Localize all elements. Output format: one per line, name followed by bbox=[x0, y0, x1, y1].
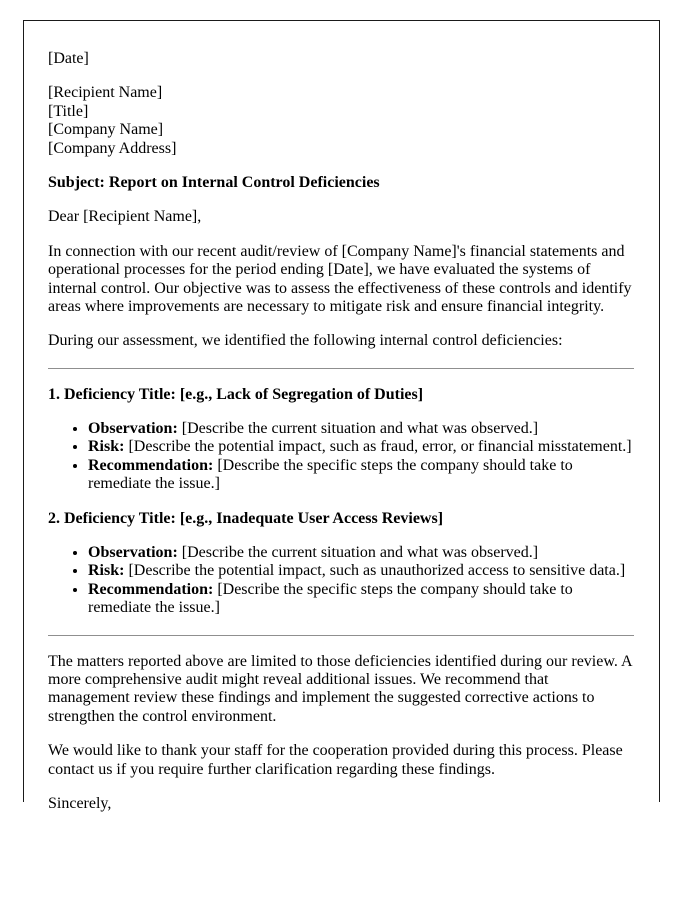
deficiency-1-risk bbox=[88, 438, 634, 456]
section-divider-bottom bbox=[48, 635, 634, 636]
recipient-address-block bbox=[48, 84, 634, 158]
recommendation-text: [Describe the specific steps the company should take to remediate the issue.] bbox=[88, 456, 573, 493]
salutation: Dear [Recipient Name], bbox=[48, 208, 202, 226]
closing-paragraph-1: The matters reported above are limited to those deficiencies identified during our review. A more comprehensive audit might reveal additional issues. We recommend that management review these findings and implement the suggested corrective actions to strengthen the control environment. bbox=[48, 652, 632, 725]
signoff-line: Sincerely, bbox=[48, 794, 112, 812]
observation-text: [Describe the current situation and what was observed.] bbox=[177, 420, 539, 438]
letter-page bbox=[23, 20, 660, 812]
deficiency-2-observation bbox=[88, 544, 634, 562]
deficiency-2-list bbox=[48, 544, 634, 618]
company-name-line: [Company Name] bbox=[48, 121, 164, 139]
company-address-line: [Company Address] bbox=[48, 139, 177, 157]
recommendation-label: Recommendation: bbox=[88, 580, 214, 598]
deficiency-1-recommendation bbox=[88, 457, 634, 494]
risk-text: [Describe the potential impact, such as fraud, error, or financial misstatement.] bbox=[124, 438, 632, 456]
section-divider-top bbox=[48, 368, 634, 369]
recipient-name-line: [Recipient Name] bbox=[48, 84, 163, 102]
risk-text: [Describe the potential impact, such as unauthorized access to sensitive data.] bbox=[124, 562, 626, 580]
deficiency-1-list bbox=[48, 420, 634, 494]
deficiency-2-title: 2. Deficiency Title: [e.g., Inadequate User Access Reviews] bbox=[48, 509, 444, 527]
deficiency-2-recommendation bbox=[88, 581, 634, 618]
intro-paragraph-2: During our assessment, we identified the following internal control deficiencies: bbox=[48, 332, 563, 350]
subject-line: Subject: Report on Internal Control Deficiencies bbox=[48, 173, 380, 191]
recommendation-label: Recommendation: bbox=[88, 456, 214, 474]
deficiency-1-observation bbox=[88, 420, 634, 438]
date-line: [Date] bbox=[48, 50, 89, 67]
closing-paragraph-2: We would like to thank your staff for the cooperation provided during this process. Please contact us if you require further clarification regarding these findings. bbox=[48, 742, 623, 778]
risk-label: Risk: bbox=[88, 562, 125, 580]
recipient-title-line: [Title] bbox=[48, 102, 89, 120]
deficiency-2-risk bbox=[88, 562, 634, 580]
observation-text: [Describe the current situation and what was observed.] bbox=[177, 544, 539, 562]
recommendation-text: [Describe the specific steps the company should take to remediate the issue.] bbox=[88, 580, 573, 617]
deficiency-1-title: 1. Deficiency Title: [e.g., Lack of Segregation of Duties] bbox=[48, 385, 424, 403]
risk-label: Risk: bbox=[88, 438, 125, 456]
observation-label: Observation: bbox=[88, 544, 178, 562]
observation-label: Observation: bbox=[88, 420, 178, 438]
intro-paragraph-1: In connection with our recent audit/review of [Company Name]'s financial statements and operational processes for the period ending [Date], we have evaluated the systems of internal control. Our objective was to assess the effectiveness of these controls and identify areas where improvements are necessary to mitigate risk and ensure financial integrity. bbox=[48, 242, 632, 315]
